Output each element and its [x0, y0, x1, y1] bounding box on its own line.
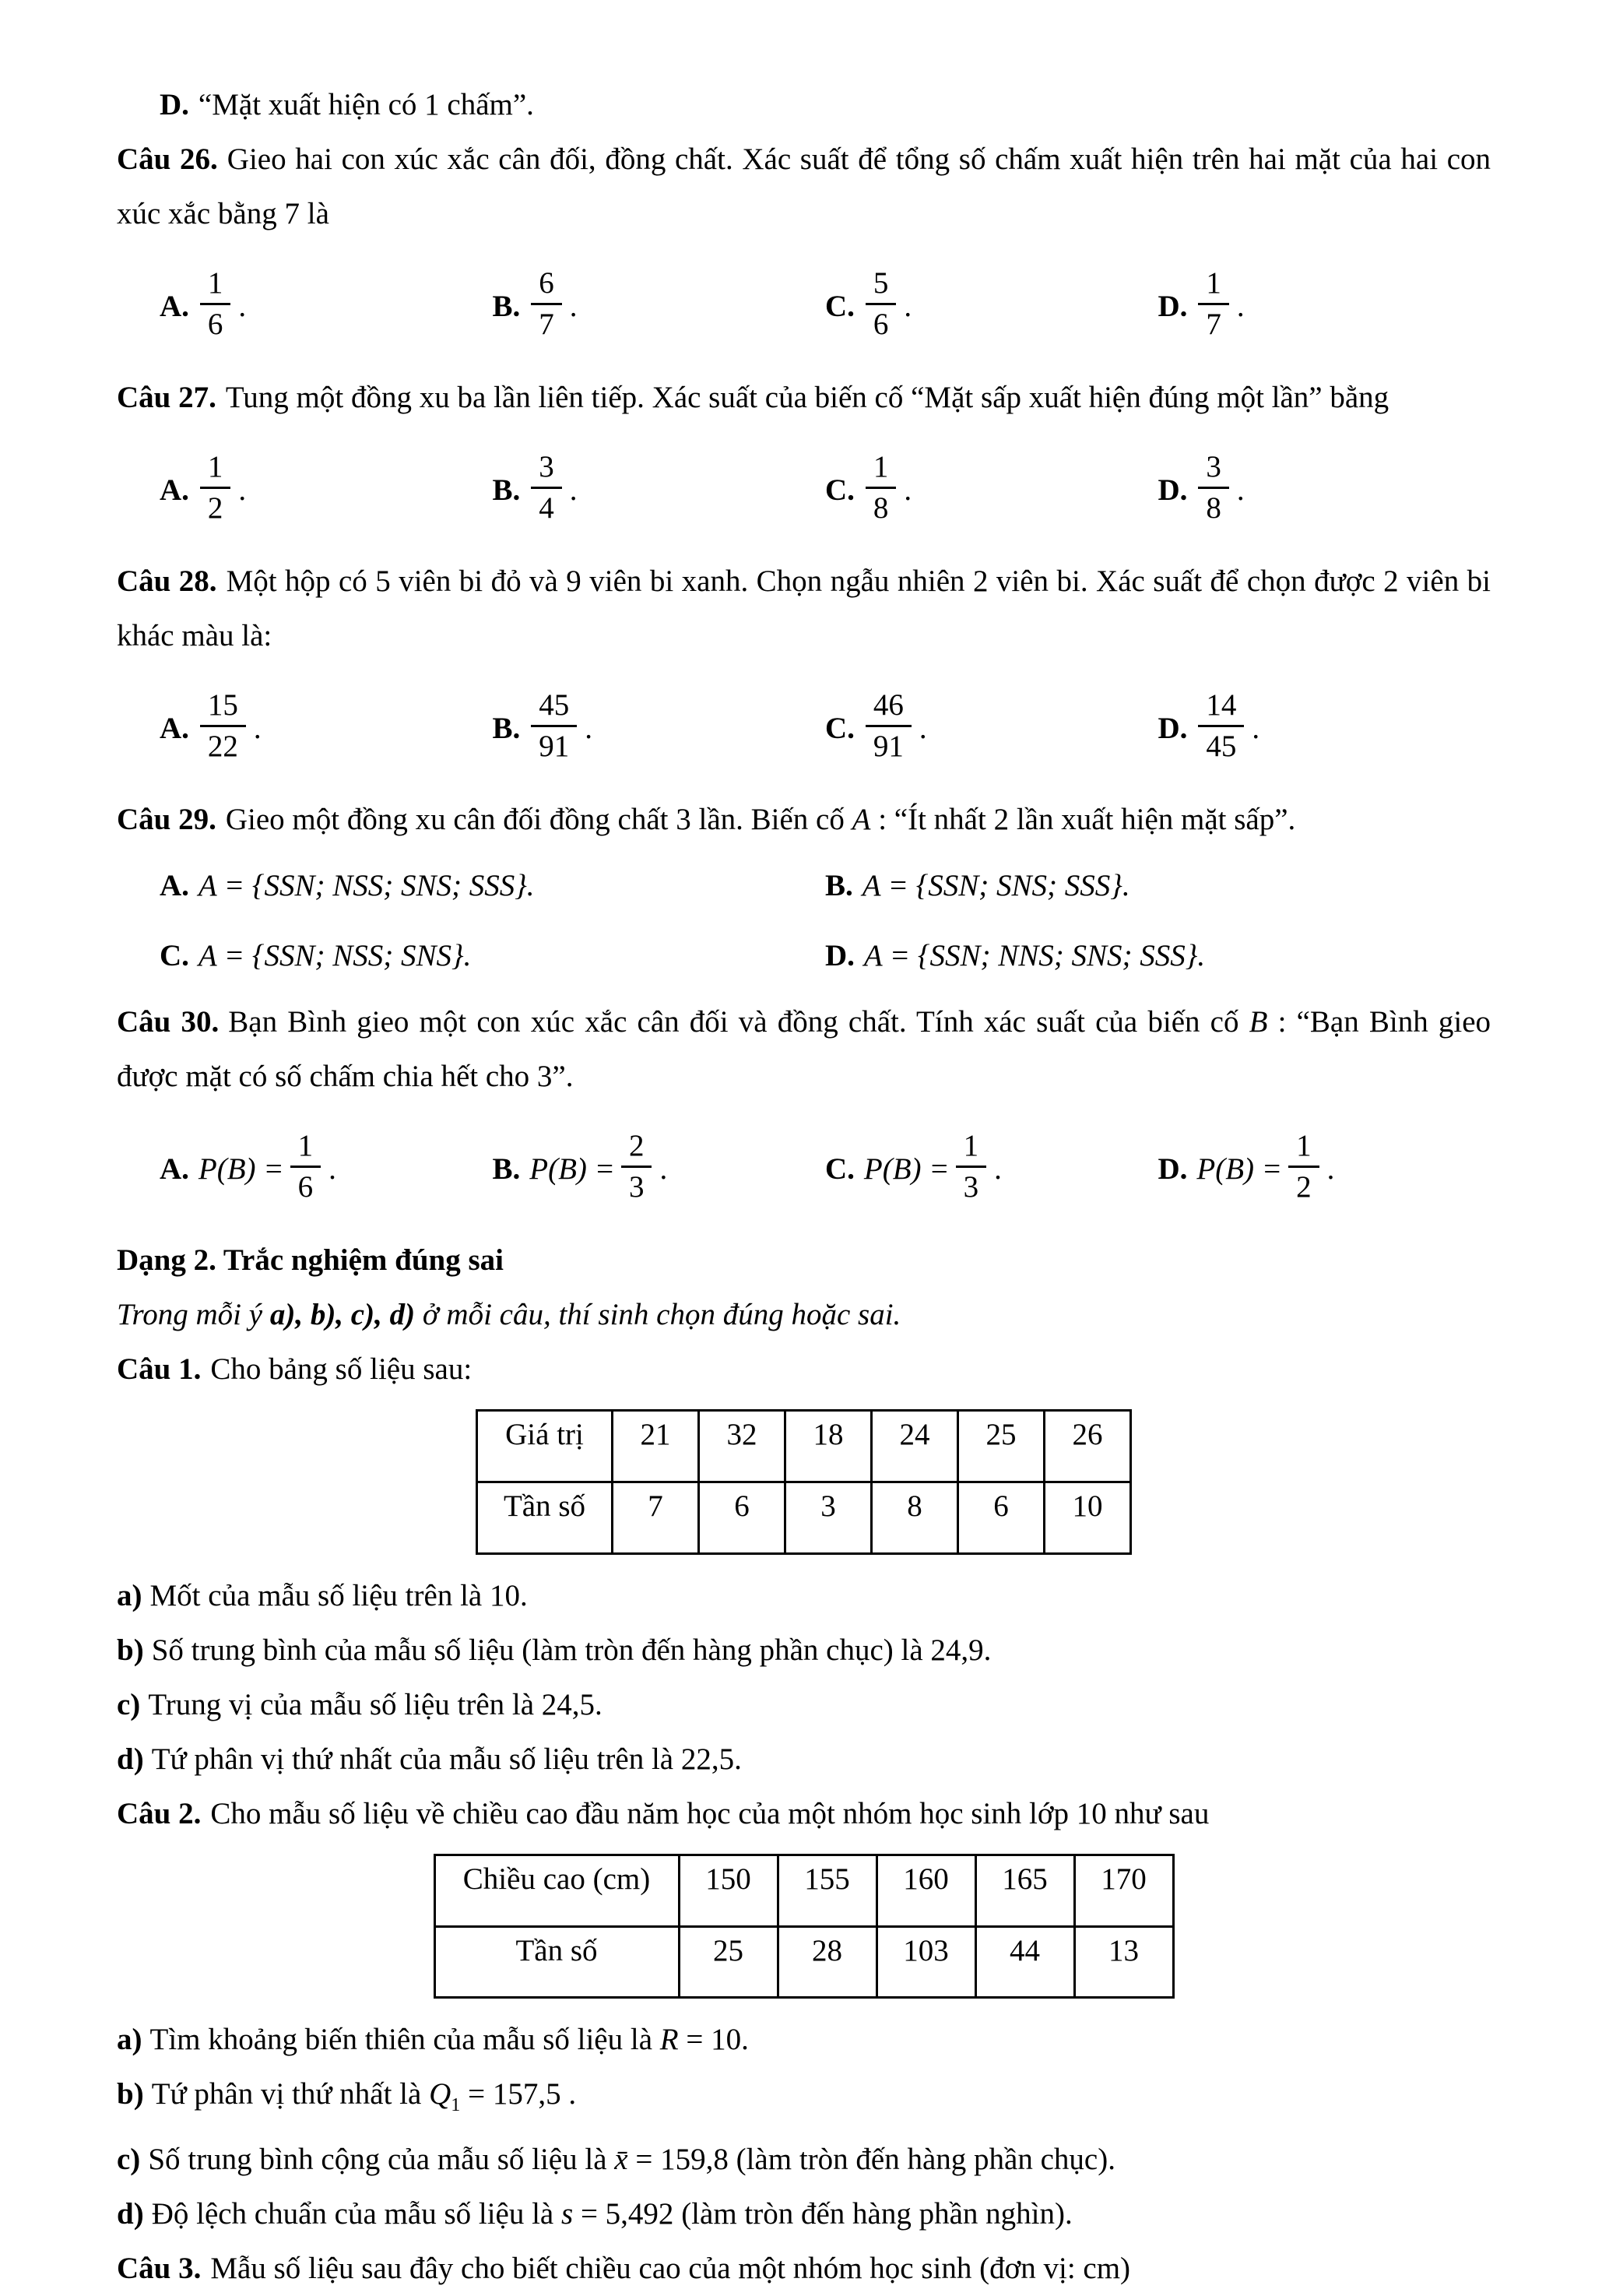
table-cell: Tần số	[477, 1482, 613, 1553]
fraction	[200, 450, 231, 525]
fraction-numerator: 1	[290, 1129, 321, 1168]
option-period: .	[904, 473, 912, 507]
question-29	[117, 793, 1491, 847]
option-c	[825, 1129, 1158, 1208]
option-letter: B.	[825, 869, 853, 902]
statement-b	[117, 1623, 1491, 1678]
option-math: A = {SSN; SNS; SSS}.	[862, 869, 1130, 902]
fraction-denominator: 8	[873, 490, 889, 525]
table-cell: 155	[778, 1855, 877, 1926]
table-cell: 8	[872, 1482, 958, 1553]
question-text: Mẫu số liệu sau đây cho biết chiều cao của một nhóm học sinh (đơn vị: cm)	[210, 2252, 1131, 2286]
option-c	[825, 688, 1158, 768]
table-cell: 13	[1074, 1926, 1173, 1998]
math-symbol: B	[1249, 1005, 1268, 1039]
fraction-denominator: 2	[1296, 1169, 1312, 1204]
table-cell: 165	[975, 1855, 1074, 1926]
statement-a	[117, 2013, 1491, 2067]
option-letter: C.	[825, 711, 855, 745]
option-a	[160, 450, 493, 529]
options-row-29-ab	[117, 855, 1491, 917]
option-b	[493, 688, 826, 768]
option-letter: D.	[160, 88, 189, 121]
option-letter: A.	[160, 289, 189, 323]
question-label: Câu 26.	[117, 142, 218, 176]
option-period: .	[994, 1152, 1002, 1186]
statement-text: Tìm khoảng biến thiên của mẫu số liệu là	[149, 2023, 660, 2057]
statement-text: .	[560, 2077, 577, 2111]
option-period: .	[1236, 289, 1245, 323]
table-cell: 21	[613, 1411, 699, 1482]
fraction	[531, 688, 577, 763]
table-cell: 25	[958, 1411, 1045, 1482]
options-row-27	[117, 431, 1491, 548]
table-cell: 44	[975, 1926, 1074, 1998]
data-table-2	[434, 1854, 1175, 1999]
fraction	[866, 450, 897, 525]
option-letter: B.	[492, 289, 521, 323]
section-heading: Dạng 2. Trắc nghiệm đúng sai	[117, 1243, 504, 1277]
option-period: .	[659, 1152, 668, 1186]
option-letter: D.	[825, 939, 855, 972]
fraction-numerator: 3	[1198, 450, 1229, 489]
statement-label: a)	[117, 1578, 142, 1612]
fraction-numerator: 6	[531, 266, 562, 305]
table-cell: Giá trị	[477, 1411, 613, 1482]
option-period: .	[238, 473, 247, 507]
option-c	[825, 266, 1158, 346]
question-label: Câu 27.	[117, 381, 216, 414]
fraction	[200, 266, 231, 341]
table-row	[477, 1411, 1131, 1482]
question-tf-3	[117, 2242, 1491, 2296]
statement-label: b)	[117, 2077, 144, 2111]
fraction	[531, 450, 562, 525]
option-period: .	[919, 711, 927, 745]
fraction-numerator: 1	[200, 450, 231, 489]
option-letter: C.	[160, 939, 189, 972]
fraction-denominator: 4	[539, 490, 554, 525]
option-math: P(B) =	[529, 1152, 615, 1186]
option-letter: B.	[492, 1152, 521, 1186]
table-cell: 6	[958, 1482, 1045, 1553]
fraction	[1198, 688, 1244, 763]
question-label: Câu 28.	[117, 564, 217, 598]
options-row-26	[117, 248, 1491, 364]
fraction-numerator: 1	[200, 266, 231, 305]
data-table-1	[476, 1409, 1132, 1555]
math-subscript: 1	[451, 2094, 461, 2116]
fraction-denominator: 7	[539, 307, 554, 341]
option-letter: B.	[492, 711, 521, 745]
option-b	[493, 450, 826, 529]
option-letter: A.	[160, 711, 189, 745]
fraction	[290, 1129, 321, 1204]
fraction-numerator: 1	[1198, 266, 1229, 305]
option-letter: A.	[160, 1152, 189, 1186]
option-math: A = {SSN; NSS; SNS}.	[198, 939, 472, 972]
fraction-numerator: 45	[531, 688, 577, 727]
math-symbol: s	[561, 2197, 574, 2231]
instruction-text: Trong mỗi ý	[117, 1298, 270, 1331]
statement-text: (làm tròn đến hàng phần nghìn).	[673, 2197, 1073, 2231]
math-symbol: A	[852, 803, 871, 836]
statement-text: Tứ phân vị thứ nhất là	[151, 2077, 430, 2111]
option-letter: A.	[160, 473, 189, 507]
option-d	[1158, 688, 1491, 768]
question-text: Bạn Bình gieo một con xúc xắc cân đối và đồng chất. Tính xác suất của biến cố	[228, 1005, 1249, 1039]
fraction-denominator: 91	[539, 729, 570, 763]
question-text: Một hộp có 5 viên bi đỏ và 9 viên bi xanh. Chọn ngẫu nhiên 2 viên bi. Xác suất để chọn được 2 viên bi khác màu là:	[117, 564, 1491, 652]
question-text: Cho mẫu số liệu về chiều cao đầu năm học của một nhóm học sinh lớp 10 như sau	[210, 1796, 1210, 1830]
question-label: Câu 1.	[117, 1352, 202, 1386]
option-math: P(B) =	[1196, 1152, 1283, 1186]
fraction	[1288, 1129, 1319, 1204]
option-period: .	[1236, 473, 1245, 507]
statement-text: Tứ phân vị thứ nhất của mẫu số liệu trên là 22,5.	[151, 1742, 742, 1776]
option-math: P(B) =	[863, 1152, 950, 1186]
table-row	[477, 1482, 1131, 1553]
option-d	[1158, 266, 1491, 346]
statement-d	[117, 1732, 1491, 1787]
option-d	[1158, 450, 1491, 529]
table-cell: 160	[877, 1855, 975, 1926]
statement-label: d)	[117, 1742, 144, 1776]
table-cell: Tần số	[434, 1926, 679, 1998]
option-letter: C.	[825, 473, 855, 507]
fraction-numerator: 1	[866, 450, 897, 489]
option-d	[1158, 1129, 1491, 1208]
fraction-denominator: 3	[628, 1169, 645, 1204]
option-period: .	[585, 711, 593, 745]
fraction-numerator: 2	[621, 1129, 652, 1168]
option-letter: C.	[825, 289, 855, 323]
fraction	[1198, 450, 1229, 525]
option-c	[160, 925, 825, 987]
option-period: .	[1326, 1152, 1335, 1186]
option-letter: B.	[492, 473, 521, 507]
table-cell: 32	[699, 1411, 785, 1482]
option-math: A = {SSN; NNS; SNS; SSS}.	[863, 939, 1206, 972]
statement-text: Số trung bình cộng của mẫu số liệu là	[148, 2143, 615, 2177]
option-b	[493, 266, 826, 346]
option-letter: A.	[160, 869, 189, 902]
question-text: Tung một đồng xu ba lần liên tiếp. Xác suất của biến cố “Mặt sấp xuất hiện đúng một lần” bằng	[225, 381, 1389, 414]
table-cell: Chiều cao (cm)	[434, 1855, 679, 1926]
table-cell: 18	[785, 1411, 872, 1482]
question-30	[117, 995, 1491, 1104]
question-tf-2	[117, 1787, 1491, 1841]
option-period: .	[569, 473, 578, 507]
statement-text: .	[741, 2023, 749, 2057]
fraction	[956, 1129, 987, 1204]
fraction	[866, 688, 912, 763]
question-text: : “Ít nhất 2 lần xuất hiện mặt sấp”.	[870, 803, 1296, 836]
math-value: = 159,8	[627, 2143, 729, 2177]
question-27	[117, 371, 1491, 425]
section-instruction	[117, 1288, 1491, 1342]
fraction	[621, 1129, 652, 1204]
fraction-numerator: 5	[866, 266, 897, 305]
math-symbol: R	[659, 2023, 679, 2057]
fraction	[1198, 266, 1229, 341]
table-cell: 24	[872, 1411, 958, 1482]
fraction-denominator: 3	[963, 1169, 979, 1204]
fraction-numerator: 3	[531, 450, 562, 489]
option-math: A = {SSN; NSS; SNS; SSS}.	[198, 869, 535, 902]
option-b	[493, 1129, 826, 1208]
option-letter: D.	[1158, 1152, 1188, 1186]
question-label: Câu 2.	[117, 1796, 202, 1830]
options-row-30	[117, 1110, 1491, 1227]
option-letter: C.	[825, 1152, 855, 1186]
question-26	[117, 132, 1491, 241]
question-text: Cho bảng số liệu sau:	[210, 1352, 473, 1386]
math-symbol: x̄	[614, 2143, 628, 2177]
fraction-denominator: 2	[207, 490, 223, 525]
table-cell: 170	[1074, 1855, 1173, 1926]
option-period: .	[569, 289, 578, 323]
fraction-numerator: 46	[866, 688, 912, 727]
option-period: .	[904, 289, 912, 323]
statement-c	[117, 2133, 1491, 2187]
math-value: = 10	[678, 2023, 742, 2057]
option-letter: D.	[1158, 711, 1188, 745]
statement-text: Độ lệch chuẩn của mẫu số liệu là	[151, 2197, 561, 2231]
question-label: Câu 29.	[117, 803, 216, 836]
option-c	[825, 450, 1158, 529]
leftover-option-line	[117, 78, 1491, 132]
statement-a	[117, 1569, 1491, 1623]
options-row-28	[117, 670, 1491, 786]
statement-text: Số trung bình của mẫu số liệu (làm tròn đến hàng phần chục) là 24,9.	[151, 1633, 992, 1667]
fraction	[531, 266, 562, 341]
table-cell: 25	[679, 1926, 778, 1998]
options-row-29-cd	[117, 925, 1491, 987]
fraction-numerator: 1	[956, 1129, 987, 1168]
option-a	[160, 266, 493, 346]
fraction-denominator: 6	[207, 307, 223, 341]
question-text: Gieo một đồng xu cân đối đồng chất 3 lần. Biến cố	[225, 803, 852, 836]
option-a	[160, 1129, 493, 1208]
fraction-numerator: 14	[1198, 688, 1244, 727]
fraction-denominator: 22	[207, 729, 238, 763]
statement-label: d)	[117, 2197, 144, 2231]
option-letter: D.	[1158, 289, 1188, 323]
table-row	[434, 1926, 1173, 1998]
question-label: Câu 3.	[117, 2252, 202, 2286]
question-28	[117, 554, 1491, 663]
table-cell: 7	[613, 1482, 699, 1553]
table-cell: 150	[679, 1855, 778, 1926]
question-text: : “Bạn Bình gieo được mặt có số chấm chia hết cho 3”.	[117, 1005, 1491, 1093]
question-tf-1	[117, 1342, 1491, 1397]
option-math: P(B) =	[198, 1152, 284, 1186]
fraction-denominator: 91	[873, 729, 904, 763]
statement-d	[117, 2187, 1491, 2242]
statement-text: (làm tròn đến hàng phần chục).	[728, 2143, 1115, 2177]
option-a	[160, 855, 825, 917]
table-cell: 26	[1045, 1411, 1131, 1482]
table-cell: 28	[778, 1926, 877, 1998]
table-cell: 103	[877, 1926, 975, 1998]
fraction-denominator: 45	[1206, 729, 1237, 763]
statement-text: Mốt của mẫu số liệu trên là 10.	[149, 1578, 528, 1612]
fraction-denominator: 8	[1206, 490, 1221, 525]
fraction-denominator: 6	[297, 1169, 314, 1204]
option-b	[825, 855, 1491, 917]
fraction-numerator: 1	[1288, 1129, 1319, 1168]
option-period: .	[238, 289, 247, 323]
statement-b	[117, 2067, 1491, 2133]
fraction	[866, 266, 897, 341]
option-a	[160, 688, 493, 768]
math-value: = 157,5	[460, 2077, 561, 2111]
question-text: Gieo hai con xúc xắc cân đối, đồng chất. Xác suất để tổng số chấm xuất hiện trên hai mặt của hai con xúc xắc bằng 7 là	[117, 142, 1491, 230]
option-period: .	[1252, 711, 1260, 745]
statement-label: a)	[117, 2023, 142, 2057]
fraction	[200, 688, 246, 763]
math-symbol: Q	[429, 2077, 451, 2111]
table-cell: 10	[1045, 1482, 1131, 1553]
math-value: = 5,492	[573, 2197, 674, 2231]
table-row	[434, 1855, 1173, 1926]
statement-label: b)	[117, 1633, 144, 1667]
statement-c	[117, 1678, 1491, 1732]
fraction-denominator: 6	[873, 307, 889, 341]
table-cell: 3	[785, 1482, 872, 1553]
instruction-text: ở mỗi câu, thí sinh chọn đúng hoặc sai.	[415, 1298, 901, 1331]
statement-label: c)	[117, 2143, 141, 2177]
instruction-bold: a), b), c), d)	[269, 1298, 416, 1331]
option-letter: D.	[1158, 473, 1188, 507]
option-period: .	[253, 711, 262, 745]
table-cell: 6	[699, 1482, 785, 1553]
fraction-numerator: 15	[200, 688, 246, 727]
fraction-denominator: 7	[1206, 307, 1221, 341]
question-label: Câu 30.	[117, 1005, 220, 1039]
option-text: “Mặt xuất hiện có 1 chấm”.	[198, 88, 534, 121]
option-period: .	[328, 1152, 336, 1186]
statement-text: Trung vị của mẫu số liệu trên là 24,5.	[148, 1687, 602, 1721]
option-d	[825, 925, 1491, 987]
statement-label: c)	[117, 1687, 141, 1721]
